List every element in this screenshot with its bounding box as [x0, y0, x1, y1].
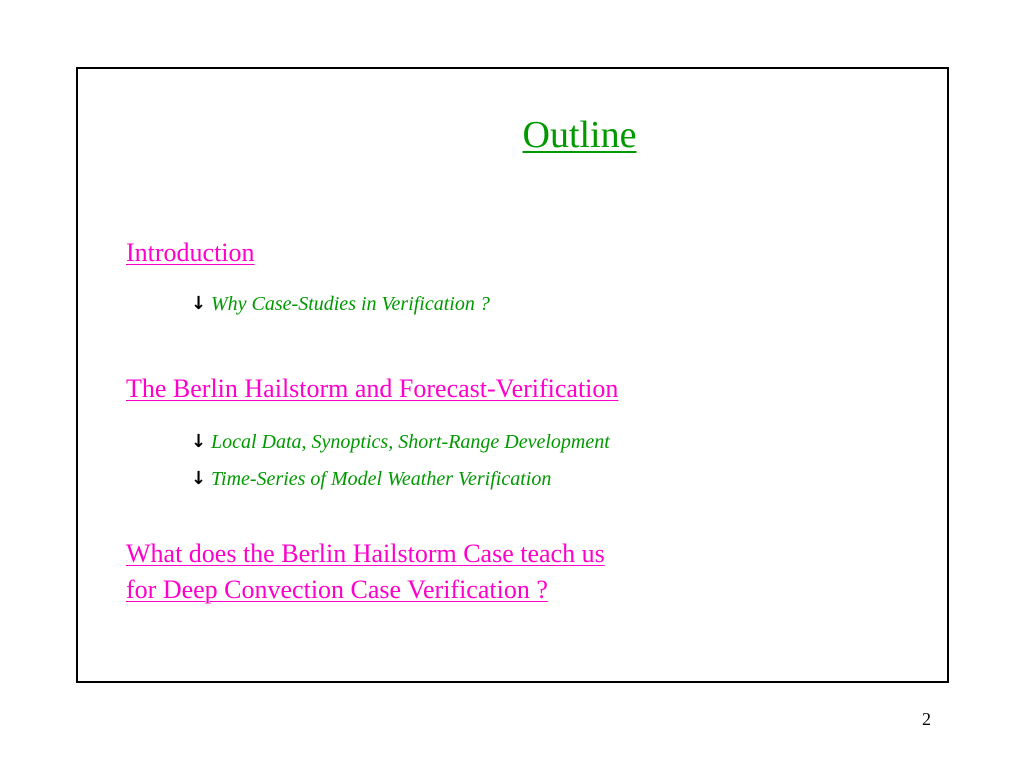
section-heading-what-does-line-1[interactable]: What does the Berlin Hailstorm Case teach us [126, 539, 605, 568]
section-heading-what-does-line-2[interactable]: for Deep Convection Case Verification ? [126, 575, 548, 604]
bullet-item [191, 429, 610, 455]
slide-title-container [78, 113, 947, 157]
slide-frame [76, 67, 949, 683]
down-arrow-icon: ↓ [191, 431, 207, 452]
section-heading-berlin-hailstorm[interactable]: The Berlin Hailstorm and Forecast-Verification [126, 374, 619, 403]
bullet-text: Time-Series of Model Weather Verification [211, 468, 552, 490]
bullet-item [191, 466, 551, 492]
bullet-item [191, 291, 490, 317]
down-arrow-icon: ↓ [191, 293, 207, 314]
slide-title: Outline [522, 114, 637, 156]
section-heading-introduction[interactable]: Introduction [126, 238, 255, 267]
bullet-text: Local Data, Synoptics, Short-Range Development [211, 431, 610, 453]
bullet-text: Why Case-Studies in Verification ? [211, 293, 490, 315]
down-arrow-icon: ↓ [191, 468, 207, 489]
page-number: 2 [922, 709, 931, 729]
